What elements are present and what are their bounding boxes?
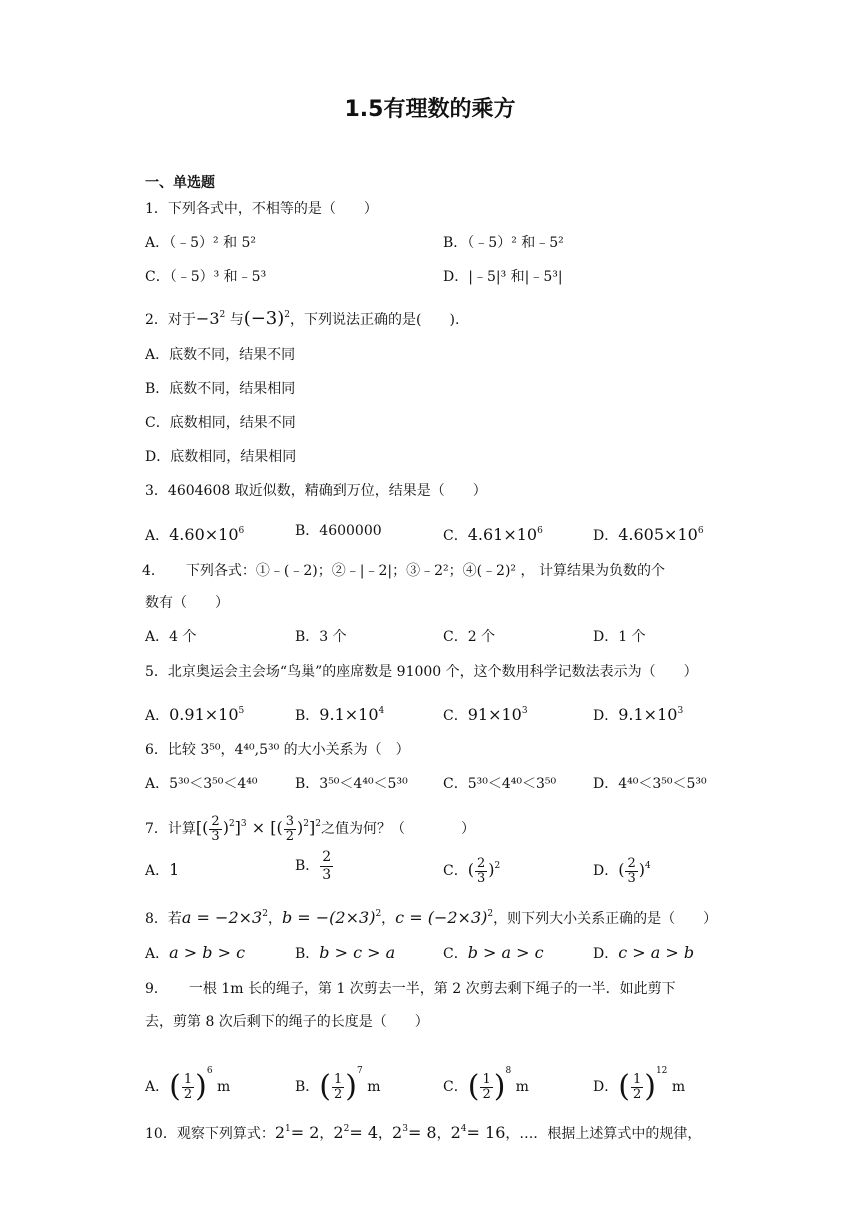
q1-option-d: D．|﹣5|³ 和|﹣5³| [443,269,563,285]
q9-option-b: B．( $\frac{1}{2}$ )$^7$ m [295,1066,381,1104]
q7-option-d: D．( $\frac{2}{3}$ )$^4$ [593,855,651,886]
q4-option-c: C．2 个 [443,629,496,645]
q2-option-a: A．底数不同，结果不同 [145,347,296,363]
q4-option-b: B．3 个 [295,629,347,645]
q5-option-b: B．$9.1\times 10^4$ [295,705,385,724]
q2-option-d: D．底数相同，结果相同 [145,449,297,465]
q5-option-d: D．$9.1\times 10^3$ [593,705,684,724]
q7-option-c: C．( $\frac{2}{3}$ )$^2$ [443,855,501,886]
q4-option-a: A．4 个 [145,629,197,645]
q9-option-d: D．( $\frac{1}{2}$ )$^{12}$ m [593,1066,686,1104]
q7-option-a: A．1 [145,860,180,879]
q3-option-d: D．$4.605\times 10^6$ [593,525,704,544]
q7-fraction-1: $\frac{2}{3}$ [211,813,220,844]
q2-number: 2．对于 [145,312,196,328]
question-4-stem-line2: 数有（ ） [145,595,229,611]
q6-option-b: B．3⁵⁰＜4⁴⁰＜5³⁰ [295,776,408,792]
q3-option-b: B．4600000 [295,523,382,539]
question-5-stem: 5．北京奥运会主会场“鸟巢”的座席数是 91000 个，这个数用科学记数法表示为（ ） [145,664,698,680]
section-heading: 一、单选题 [145,175,215,191]
q2-expr-2-exp: 2 [284,310,291,320]
q6-option-c: C．5³⁰＜4⁴⁰＜3⁵⁰ [443,776,557,792]
q5-option-c: C．$91\times 10^3$ [443,705,528,724]
q8-expr-b: b = −(2×3) [281,908,376,927]
q8-option-d: D．c > a > b [593,943,695,962]
question-9-stem-line2: 去，剪第 8 次后剩下的绳子的长度是（ ） [145,1014,429,1030]
q2-option-b: B．底数不同，结果相同 [145,381,296,397]
question-1-stem: 1．下列各式中，不相等的是（ ） [145,201,378,217]
q8-expr-c: c = (−2×3) [395,908,488,927]
question-8-stem: 8．若$a = -2\times 3^2$，$b = -(2\times 3)^2$，$c = (-2\times 3)^2$，则下列大小关系正确的是（ ） [145,908,718,927]
q2-expr-1-exp: 2 [219,310,226,320]
q7-option-b: B． $\frac{2}{3}$ [295,848,332,883]
q8-option-a: A．a > b > c [145,943,246,962]
question-4-stem-line1: 4． 下列各式：①﹣(﹣2)；②﹣|﹣2|；③﹣2²；④(﹣2)² ， 计算结果为负数的个 [142,563,665,579]
question-10-stem: 10．观察下列算式：$2^1= 2$，$2^2= 4$，$2^3= 8$，$2^4= 16$，…．根据上述算式中的规律， [145,1123,702,1142]
q3-option-a: A．$4.60\times 10^6$ [145,525,245,544]
q3-option-c: C．$4.61\times 10^6$ [443,525,543,544]
q1-option-b: B．（﹣5）² 和﹣5² [443,235,564,251]
q7-fraction-2: $\frac{3}{2}$ [285,813,294,844]
q2-and: 与 [229,312,244,328]
q8-option-c: C．b > a > c [443,943,544,962]
q2-expr-2: (−3) [243,308,285,329]
q6-option-a: A．5³⁰＜3⁵⁰＜4⁴⁰ [145,776,258,792]
q5-option-a: A．$0.91\times 10^5$ [145,705,245,724]
question-2-stem [145,305,459,330]
question-9-stem-line1: 9． 一根 1m 长的绳子，第 1 次剪去一半，第 2 次剪去剩下绳子的一半．如此剪下 [145,981,676,997]
q6-option-d: D．4⁴⁰＜3⁵⁰＜5³⁰ [593,776,707,792]
q1-option-c: C．（﹣5）³ 和﹣5³ [145,269,267,285]
q2-tail: ，下列说法正确的是( ). [290,312,460,328]
question-3-stem: 3．4604608 取近似数，精确到万位，结果是（ ） [145,483,487,499]
q8-expr-a: a = −2×3 [181,908,263,927]
q8-option-b: B．b > c > a [295,943,396,962]
q9-option-a: A．( $\frac{1}{2}$ )$^6$ m [145,1066,231,1104]
q4-option-d: D．1 个 [593,629,646,645]
q9-option-c: C．( $\frac{1}{2}$ )$^8$ m [443,1066,529,1104]
q1-option-a: A．（﹣5）² 和 5² [145,235,257,251]
question-6-stem: 6．比较 3⁵⁰，4⁴⁰,5³⁰ 的大小关系为（ ） [145,742,410,758]
page-title: 1.5有理数的乘方 [344,97,516,122]
question-7-stem: 7．计算[( $\frac{2}{3}$ )$^2$]$^3$ × [( $\frac{3}{2}$ )$^2$]$^2$之值为何？（ ） [145,813,475,844]
q2-option-c: C．底数相同，结果不同 [145,415,296,431]
q2-expr-1: −3 [195,309,220,328]
